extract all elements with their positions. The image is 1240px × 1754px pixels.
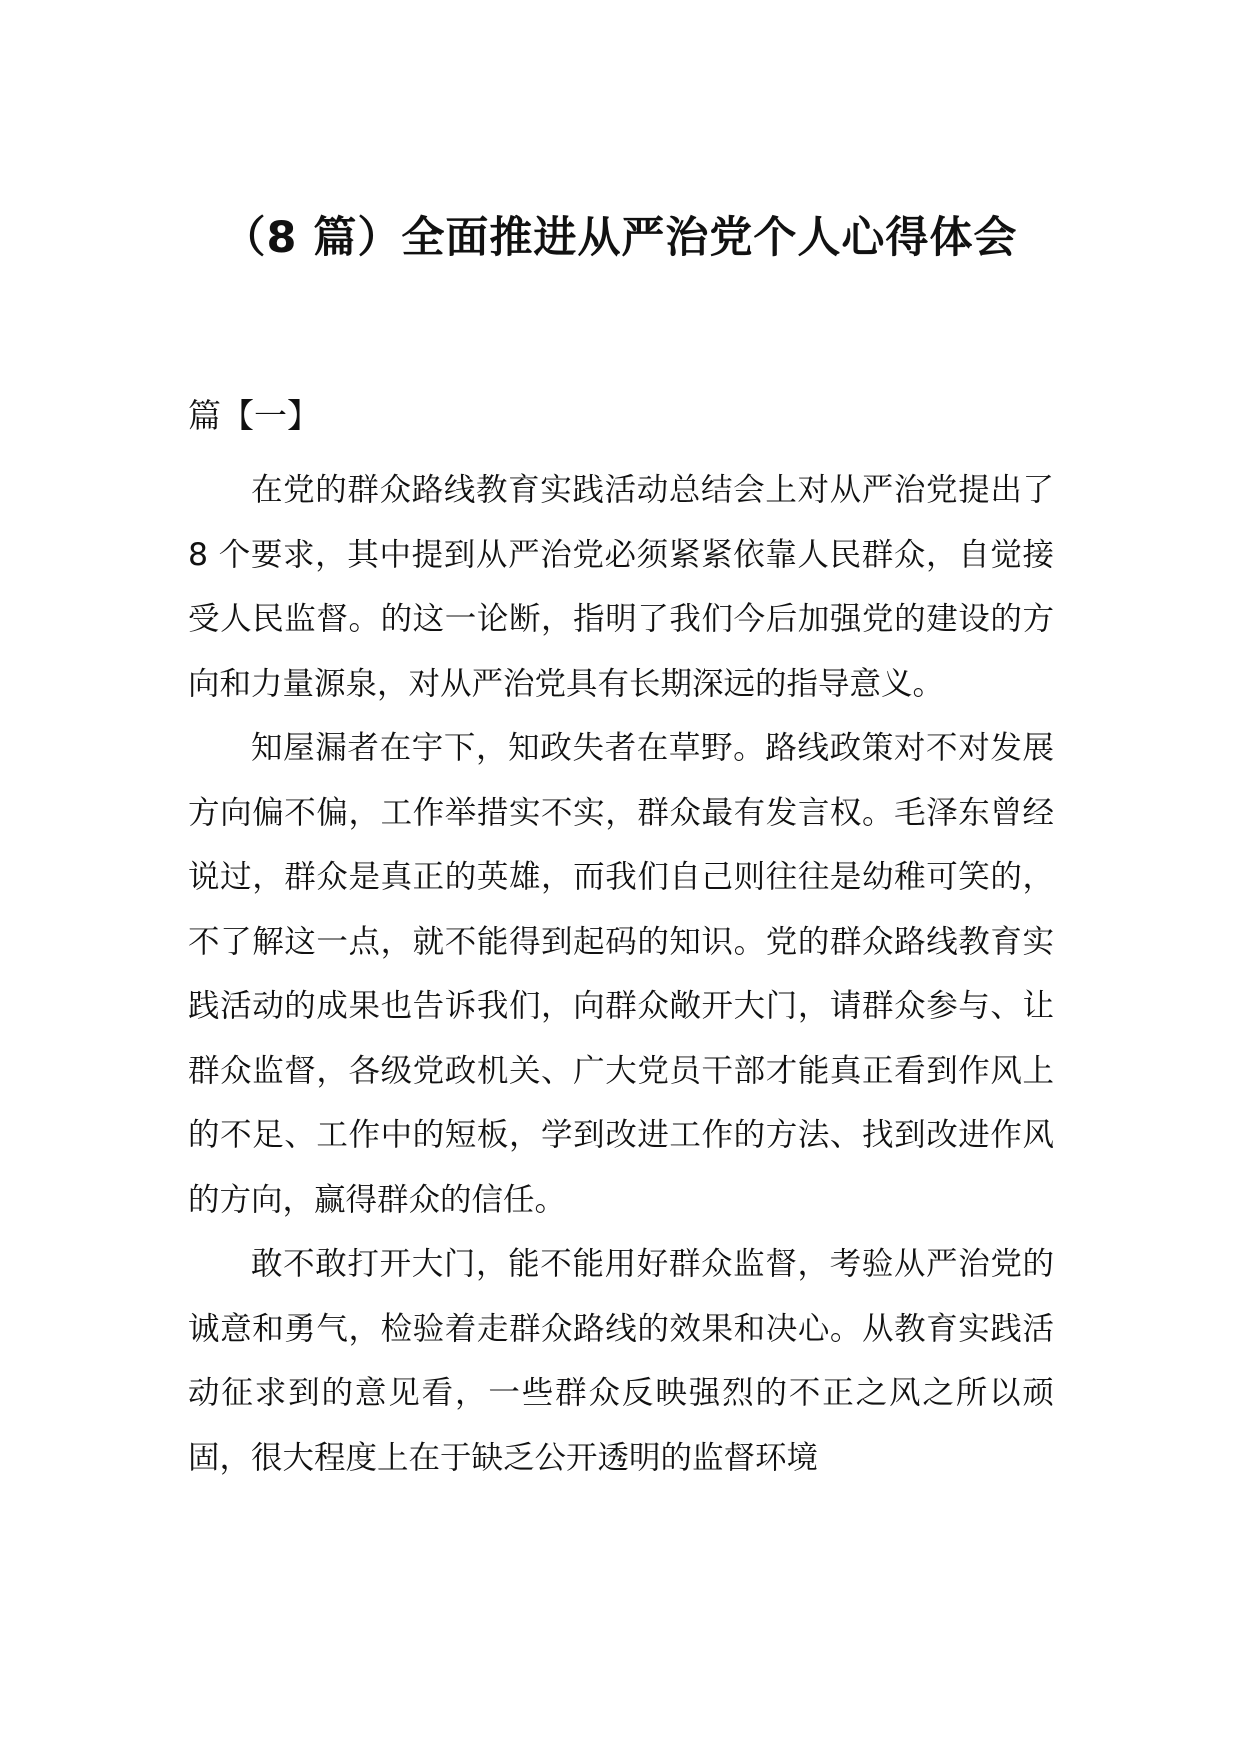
section-heading: 篇【一】 [188, 396, 320, 435]
paragraph: 敢不敢打开大门，能不能用好群众监督，考验从严治党的诚意和勇气，检验着走群众路线的效果和决心。从教育实践活动征求到的意见看，一些群众反映强烈的不正之风之所以顽固，很大程度上在于缺乏公开透明的监督环境 [188, 1246, 1054, 1476]
document-body [188, 458, 1054, 1490]
document-title: （8 篇）全面推进从严治党个人心得体会 [222, 213, 1018, 263]
paragraph: 知屋漏者在宇下，知政失者在草野。路线政策对不对发展方向偏不偏，工作举措实不实，群众最有发言权。毛泽东曾经说过，群众是真正的英雄，而我们自己则往往是幼稚可笑的，不了解这一点，就不能得到起码的知识。党的群众路线教育实践活动的成果也告诉我们，向群众敞开大门，请群众参与、让群众监督，各级党政机关、广大党员干部才能真正看到作风上的不足、工作中的短板，学到改进工作的方法、找到改进作风的方向，赢得群众的信任。 [188, 730, 1054, 1218]
paragraph: 在党的群众路线教育实践活动总结会上对从严治党提出了 8 个要求，其中提到从严治党必须紧紧依靠人民群众，自觉接受人民监督。的这一论断，指明了我们今后加强党的建设的方向和力量源泉，对从严治党具有长期深远的指导意义。 [188, 472, 1054, 702]
